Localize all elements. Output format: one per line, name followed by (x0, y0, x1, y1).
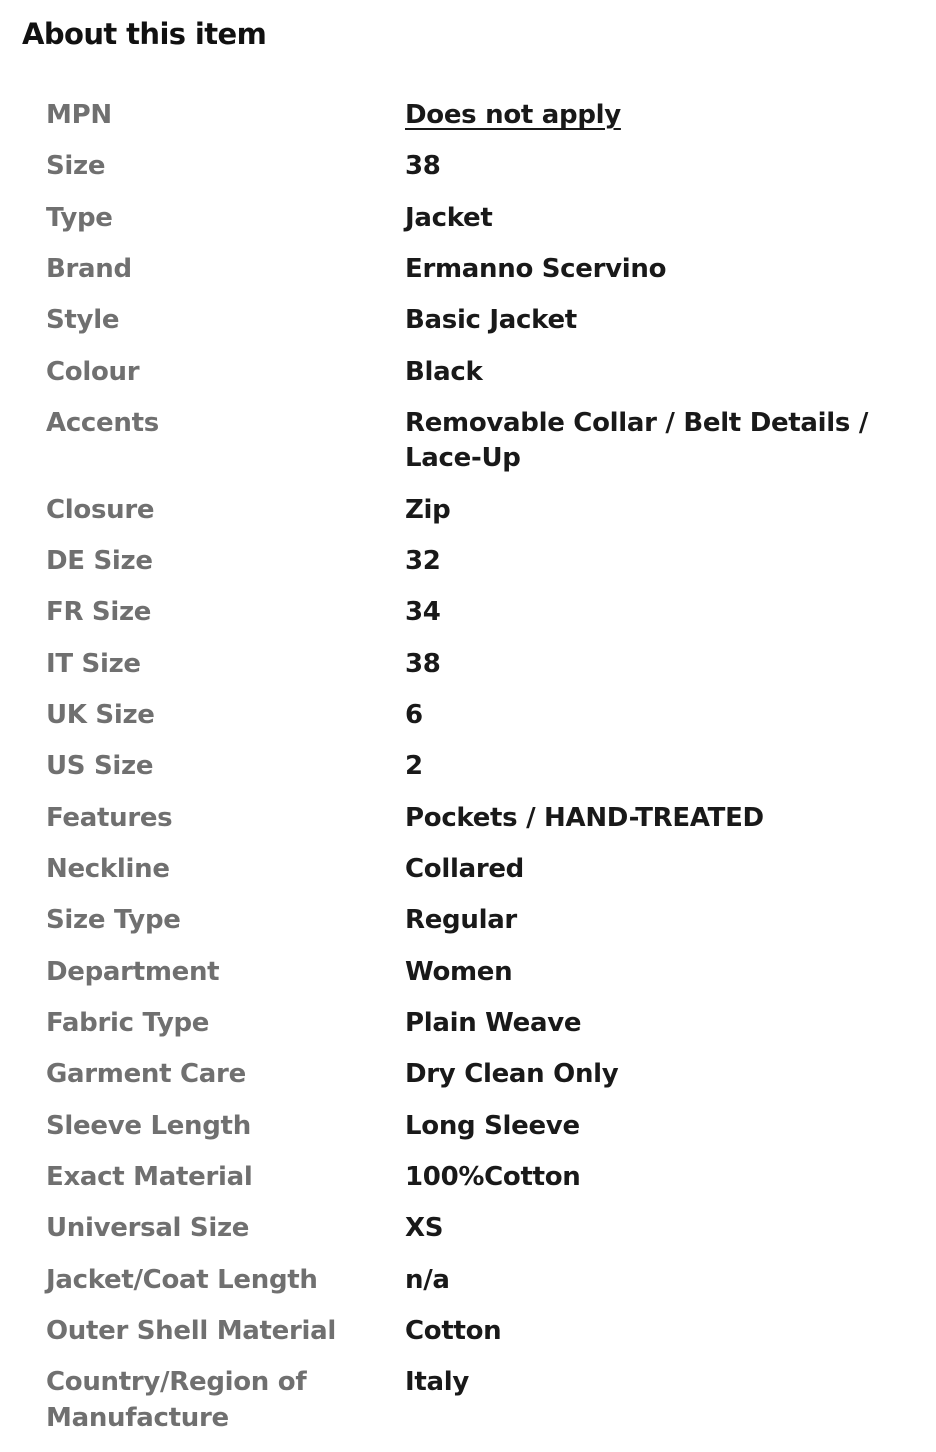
specific-value: Zip (405, 494, 451, 525)
specific-label: Type (46, 202, 113, 233)
specific-row-fabric-type (46, 1006, 916, 1041)
specific-row-size-type (46, 903, 916, 938)
specific-label: FR Size (46, 597, 152, 628)
specific-row-outer-shell-material (46, 1314, 916, 1349)
specific-row-mpn (46, 98, 916, 133)
specific-row-brand (46, 252, 916, 287)
specific-value: 100%Cotton (405, 1162, 581, 1193)
specific-label: IT Size (46, 648, 141, 679)
specific-label: Department (46, 956, 220, 987)
item-specifics-list (46, 98, 916, 1452)
specific-value: Jacket (405, 202, 493, 233)
specific-row-garment-care (46, 1057, 916, 1092)
specific-row-sleeve-length (46, 1109, 916, 1144)
specific-value: Regular (405, 905, 517, 936)
specific-row-colour (46, 355, 916, 390)
specific-row-country-of-manufacture (46, 1365, 916, 1435)
specific-label: Closure (46, 494, 155, 525)
specific-label: Universal Size (46, 1213, 250, 1244)
specific-value (405, 98, 916, 133)
specific-value: Black (405, 356, 483, 387)
mpn-link[interactable]: Does not apply (405, 100, 621, 130)
specific-row-neckline (46, 852, 916, 887)
specific-value: Italy (405, 1367, 470, 1398)
specific-value: 38 (405, 648, 441, 679)
section-title: About this item (22, 17, 267, 51)
specific-row-accents (46, 406, 916, 476)
specific-row-uk-size (46, 698, 916, 733)
specific-value: Dry Clean Only (405, 1059, 619, 1090)
specific-row-closure (46, 493, 916, 528)
specific-value: Basic Jacket (405, 305, 577, 336)
specific-row-fr-size (46, 595, 916, 630)
specific-row-type (46, 201, 916, 236)
specific-label: Sleeve Length (46, 1110, 251, 1141)
specific-value: 6 (405, 699, 423, 730)
specific-label: Fabric Type (46, 1008, 210, 1039)
specific-row-department (46, 955, 916, 990)
specific-value: Collared (405, 854, 524, 885)
specific-label: Size Type (46, 905, 181, 936)
specific-value: Plain Weave (405, 1008, 582, 1039)
specific-label: MPN (46, 100, 112, 130)
specific-value: 38 (405, 151, 441, 182)
specific-value: XS (405, 1213, 444, 1244)
specific-label: Country/Region of Manufacture (46, 1367, 307, 1433)
specific-label: Exact Material (46, 1162, 253, 1193)
specific-label: Accents (46, 408, 159, 439)
specific-row-exact-material (46, 1160, 916, 1195)
specific-row-features (46, 801, 916, 836)
specific-label: UK Size (46, 699, 155, 730)
specific-value: Cotton (405, 1316, 502, 1347)
specific-value: Ermanno Scervino (405, 254, 667, 285)
specific-label: Neckline (46, 854, 170, 885)
specific-value: Pockets / HAND-TREATED (405, 802, 764, 833)
specific-row-universal-size (46, 1211, 916, 1246)
specific-row-size (46, 149, 916, 184)
specific-row-style (46, 303, 916, 338)
specific-value: 34 (405, 597, 441, 628)
specific-value: Long Sleeve (405, 1110, 580, 1141)
specific-value: 2 (405, 751, 423, 782)
specific-label: Garment Care (46, 1059, 246, 1090)
specific-label: Style (46, 305, 120, 336)
specific-value: n/a (405, 1264, 450, 1295)
specific-value: Removable Collar / Belt Details / Lace-Up (405, 408, 869, 474)
specific-label: Features (46, 802, 173, 833)
specific-label: US Size (46, 751, 154, 782)
specific-row-jacket-coat-length (46, 1263, 916, 1298)
specific-value: 32 (405, 545, 441, 576)
specific-label: Size (46, 151, 106, 182)
specific-row-de-size (46, 544, 916, 579)
specific-label: Brand (46, 254, 132, 285)
specific-row-us-size (46, 749, 916, 784)
specific-label: Outer Shell Material (46, 1316, 336, 1347)
specific-label: Colour (46, 356, 140, 387)
specific-label: DE Size (46, 545, 153, 576)
specific-row-it-size (46, 647, 916, 682)
specific-label: Jacket/Coat Length (46, 1264, 318, 1295)
specific-value: Women (405, 956, 513, 987)
